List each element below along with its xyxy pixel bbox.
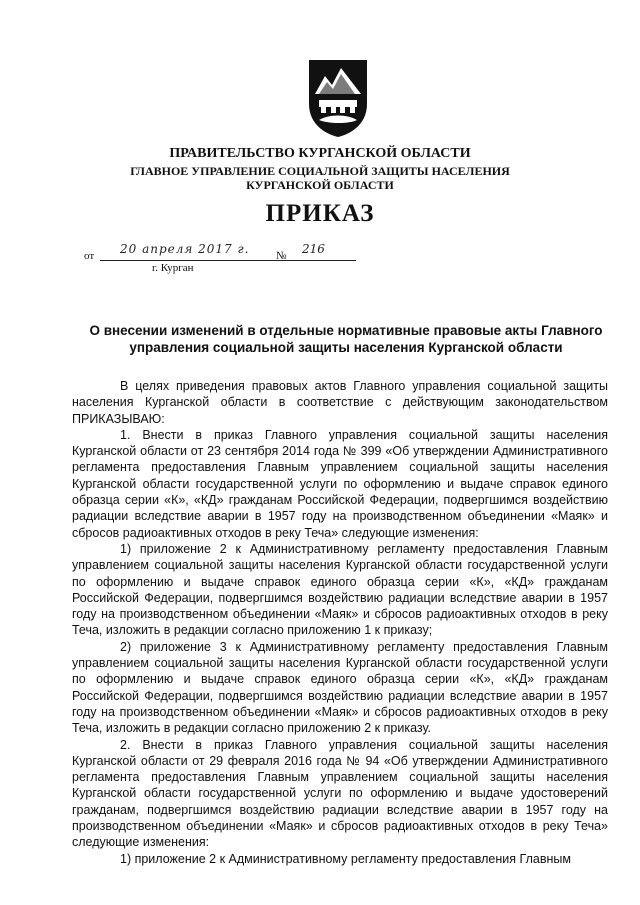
body-paragraph: В целях приведения правовых актов Главного управления социальной защиты населения Курганской области в соответствие с действующим законодательством ПРИКАЗЫВАЮ:: [72, 379, 608, 426]
city-label: г. Курган: [152, 262, 194, 274]
body-paragraph: 1) приложение 2 к Административному регламенту предоставления Главным управлением социальной защиты населения Курганской области государственной услуги по оформлению и выдаче справок единого образца серии «К», «КД» гражданам Российской Федерации, подвергшимся воздействию радиации вследствие аварии в 1957 году на производственном объединении «Маяк» и сбросов радиоактивных отходов в реку Теча, изложить в редакции согласно приложению 1 к приказу;: [72, 541, 608, 638]
handwritten-date: 20 апреля 2017 г.: [120, 242, 250, 256]
handwritten-number: 216: [302, 242, 325, 256]
department-title: ГЛАВНОЕ УПРАВЛЕНИЕ СОЦИАЛЬНОЙ ЗАЩИТЫ НАСЕЛЕНИЯ: [130, 164, 510, 178]
body-paragraph: 2. Внести в приказ Главного управления социальной защиты населения Курганской области от 29 февраля 2016 года № 94 «Об утверждении Административного регламента предоставления Главным управлением социальной защиты населения Курганской области государственной услуги по оформлению и выдаче удостоверений гражданам, подвергшимся воздействию радиации вследствие аварии в 1957 году на производственном объединении «Маяк» и сбросов радиоактивных отходов в реку Теча» следующие изменения:: [72, 737, 608, 850]
body-paragraph: 1) приложение 2 к Административному регламенту предоставления Главным: [120, 851, 571, 866]
department-region: КУРГАНСКОЙ ОБЛАСТИ: [246, 178, 394, 192]
document-body: [72, 378, 608, 867]
government-title: ПРАВИТЕЛЬСТВО КУРГАНСКОЙ ОБЛАСТИ: [169, 146, 471, 161]
date-from-label: от: [84, 250, 95, 262]
body-paragraph: 1. Внести в приказ Главного управления социальной защиты населения Курганской области от 23 сентября 2014 года № 399 «Об утверждении Административного регламента предоставления Главным управлением социальной защиты населения Курганской области государственной услуги по оформлению и выдаче справок единого образца серии «К», «КД» гражданам Российской Федерации, подвергшимся воздействию радиации вследствие аварии в 1957 году на производственном объединении «Маяк» и сбросов радиоактивных отходов в реку Теча» следующие изменения:: [72, 427, 608, 540]
document-type-title: ПРИКАЗ: [265, 200, 375, 227]
coat-of-arms-emblem: [305, 58, 371, 138]
number-label: №: [276, 250, 287, 262]
body-paragraph: 2) приложение 3 к Административному регламенту предоставления Главным управлением социальной защиты населения Курганской области государственной услуги по оформлению и выдаче справок единого образца серии «К», «КД» гражданам Российской Федерации, подвергшимся воздействию радиации вследствие аварии в 1957 году на производственном объединении «Маяк» и сбросов радиоактивных отходов в реку Теча, изложить в редакции согласно приложению 2 к приказу.: [72, 639, 608, 736]
number-underline: [292, 260, 346, 261]
document-subject: О внесении изменений в отдельные нормативные правовые акты Главного управления социальной защиты населения Курганской области: [89, 323, 603, 355]
